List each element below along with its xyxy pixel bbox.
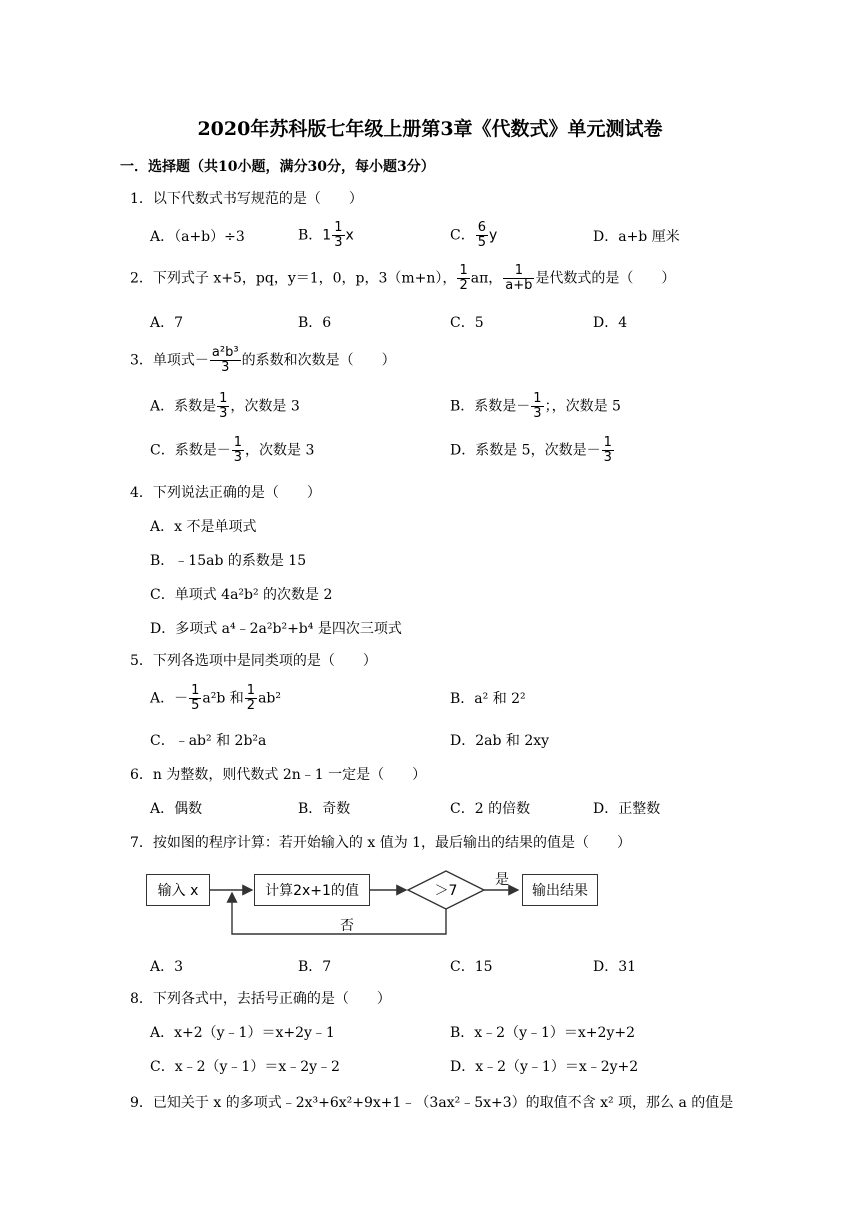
numerator: 1 <box>233 435 242 450</box>
option-text: D．系数是 5，次数是－ <box>450 442 601 459</box>
denominator: 3 <box>334 235 343 250</box>
q5-option-c[interactable]: C．﹣ab² 和 2b²a <box>150 733 267 749</box>
denominator: 2 <box>459 278 468 293</box>
q6-option-a[interactable]: A．偶数 <box>150 801 203 817</box>
question-4-stem: 4．下列说法正确的是（ ） <box>130 485 321 501</box>
q3-option-d[interactable] <box>450 436 615 465</box>
q5-option-d[interactable]: D．2ab 和 2xy <box>450 733 550 749</box>
numerator: 6 <box>477 220 486 235</box>
section-heading: 一．选择题（共10小题，满分30分，每小题3分） <box>120 159 435 175</box>
question-8-stem: 8．下列各式中，去括号正确的是（ ） <box>130 991 391 1007</box>
question-9-stem: 9．已知关于 x 的多项式﹣2x³+6x²+9x+1﹣（3ax²﹣5x+3）的取值不含 x² 项，那么 a 的值是 <box>130 1095 734 1111</box>
fraction <box>457 264 469 293</box>
denominator: 3 <box>533 406 542 421</box>
q2-option-c[interactable]: C．5 <box>450 315 484 331</box>
q8-option-a[interactable]: A．x+2（y﹣1）＝x+2y﹣1 <box>150 1025 335 1041</box>
q2-option-d[interactable]: D．4 <box>593 315 628 331</box>
numerator: 1 <box>219 391 228 406</box>
q2-option-b[interactable]: B．6 <box>298 315 332 331</box>
fraction <box>332 221 344 250</box>
q1-option-d[interactable]: D．a+b 厘米 <box>593 229 680 245</box>
fraction <box>217 392 229 421</box>
option-text: ，次数是 3 <box>245 442 315 459</box>
fraction <box>210 346 241 375</box>
stem-text: aπ， <box>470 270 503 287</box>
question-5-stem: 5．下列各选项中是同类项的是（ ） <box>130 653 377 669</box>
denominator: 3 <box>603 450 612 465</box>
option-text: C．系数是－ <box>150 442 231 459</box>
q4-option-d[interactable]: D．多项式 a⁴﹣2a²b²+b⁴ 是四次三项式 <box>150 621 402 637</box>
q3-option-a[interactable] <box>150 392 300 421</box>
fraction <box>503 264 534 293</box>
q4-option-a[interactable]: A．x 不是单项式 <box>150 519 257 535</box>
denominator: a+b <box>505 278 533 293</box>
question-2-stem <box>130 264 675 293</box>
question-1-stem: 1．以下代数式书写规范的是（ ） <box>130 191 363 207</box>
denominator: 5 <box>191 698 200 713</box>
q2-option-a[interactable]: A．7 <box>150 315 184 331</box>
numerator: 1 <box>459 263 468 278</box>
denominator: 5 <box>477 235 486 250</box>
q7-option-a[interactable]: A．3 <box>150 959 184 975</box>
denominator: 3 <box>233 450 242 465</box>
q8-option-c[interactable]: C．x﹣2（y﹣1）＝x﹣2y﹣2 <box>150 1059 340 1075</box>
yes-label: 是 <box>495 872 509 888</box>
stem-text: 是代数式的是（ ） <box>535 270 676 287</box>
mixed-whole: 1 <box>322 227 332 244</box>
numerator: 1 <box>334 220 343 235</box>
numerator: a²b³ <box>211 345 239 360</box>
page-title: 2020年苏科版七年级上册第3章《代数式》单元测试卷 <box>197 118 663 140</box>
q7-option-b[interactable]: B．7 <box>298 959 332 975</box>
q5-option-a[interactable] <box>150 684 281 713</box>
stem-text: 3．单项式－ <box>130 352 209 369</box>
q6-option-d[interactable]: D．正整数 <box>593 801 661 817</box>
flow-compute-box: 计算2x+1的值 <box>254 874 370 906</box>
question-3-stem <box>130 346 396 375</box>
q8-option-d[interactable]: D．x﹣2（y﹣1）＝x﹣2y+2 <box>450 1059 639 1075</box>
q1-option-a[interactable]: A．（a+b）÷3 <box>150 229 245 245</box>
q8-option-b[interactable]: B．x﹣2（y﹣1）＝x+2y+2 <box>450 1025 635 1041</box>
question-7-stem: 7．按如图的程序计算：若开始输入的 x 值为 1，最后输出的结果的值是（ ） <box>130 835 632 851</box>
option-label: B． <box>298 227 323 244</box>
fraction <box>476 221 488 250</box>
flow-input-box: 输入 x <box>146 874 210 906</box>
denominator: 3 <box>219 406 228 421</box>
q7-option-c[interactable]: C．15 <box>450 959 493 975</box>
cond-label: ＞7 <box>434 883 458 899</box>
option-text: A．－ <box>150 690 189 707</box>
stem-text: 2．下列式子 x+5，pq，y＝1，0，p，3（m+n）， <box>130 270 457 287</box>
q1-option-b[interactable] <box>298 221 354 250</box>
variable: x <box>345 227 354 244</box>
denominator: 2 <box>246 698 256 713</box>
q1-option-c[interactable] <box>450 221 497 250</box>
stem-text: 的系数和次数是（ ） <box>241 352 396 369</box>
fraction <box>232 436 244 465</box>
numerator: 1 <box>503 264 534 279</box>
numerator: 1 <box>603 435 612 450</box>
denominator: 3 <box>221 360 230 375</box>
option-text: ab² <box>258 690 281 707</box>
q3-option-b[interactable] <box>450 392 621 421</box>
option-text: a²b 和 <box>202 690 244 707</box>
fraction <box>602 436 614 465</box>
option-text: ，次数是 3 <box>230 398 300 415</box>
numerator: 1 <box>191 683 200 698</box>
q7-option-d[interactable]: D．31 <box>593 959 637 975</box>
fraction <box>531 392 543 421</box>
q5-option-b[interactable]: B．a² 和 2² <box>450 691 526 707</box>
variable: y <box>489 227 498 244</box>
option-text: A．系数是 <box>150 398 217 415</box>
flow-output-box: 输出结果 <box>522 874 598 906</box>
q4-option-b[interactable]: B．﹣15ab 的系数是 15 <box>150 553 307 569</box>
fraction <box>189 684 201 713</box>
numerator: 1 <box>533 391 542 406</box>
numerator: 1 <box>246 683 256 698</box>
option-text: B．系数是－ <box>450 398 531 415</box>
option-label: C． <box>450 227 475 244</box>
no-label: 否 <box>340 918 354 934</box>
q4-option-c[interactable]: C．单项式 4a²b² 的次数是 2 <box>150 587 333 603</box>
q3-option-c[interactable] <box>150 436 314 465</box>
q6-option-b[interactable]: B．奇数 <box>298 801 351 817</box>
option-text: ；，次数是 5 <box>544 398 621 415</box>
q6-option-c[interactable]: C．2 的倍数 <box>450 801 531 817</box>
question-6-stem: 6．n 为整数，则代数式 2n﹣1 一定是（ ） <box>130 767 427 783</box>
fraction <box>245 684 257 713</box>
